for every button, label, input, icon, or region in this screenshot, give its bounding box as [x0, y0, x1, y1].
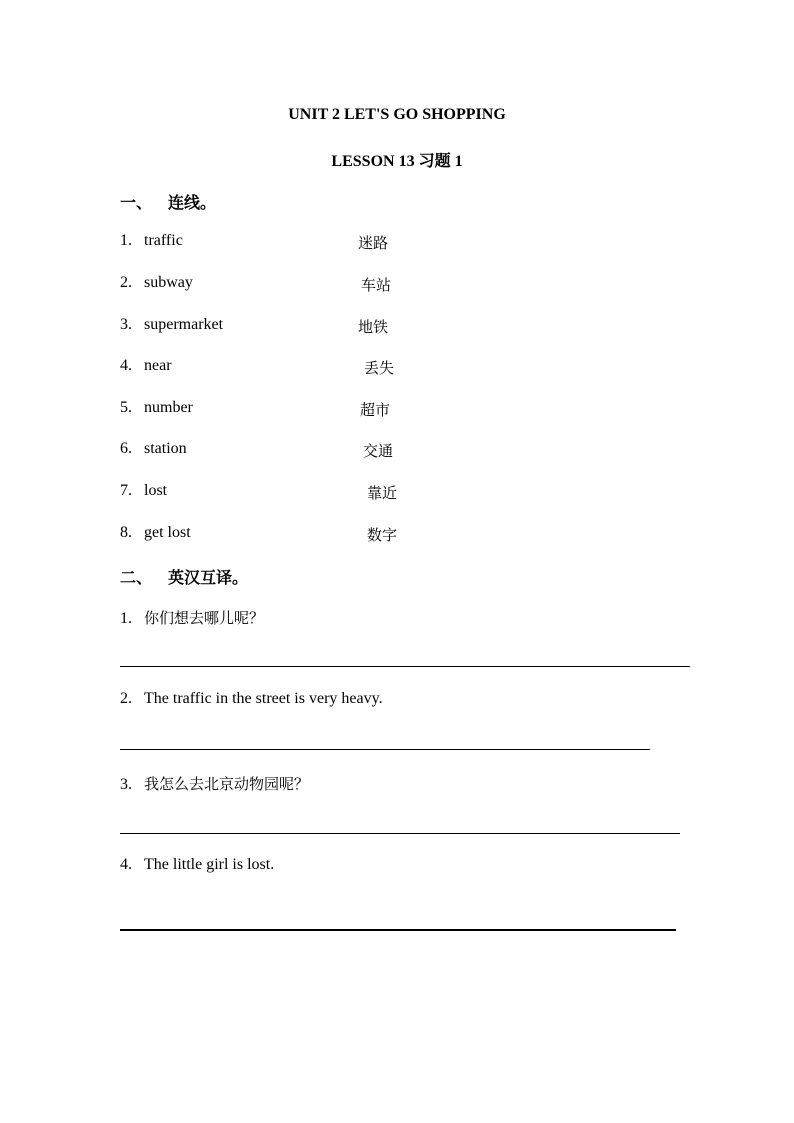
item-number: 8.: [120, 524, 132, 541]
english-word: subway: [144, 274, 193, 291]
translation-question: [120, 690, 383, 708]
answer-line[interactable]: [120, 833, 680, 834]
question-number: 1.: [120, 610, 132, 627]
section-translation-heading: [120, 565, 248, 588]
chinese-word: 靠近: [367, 484, 398, 502]
translation-question: [120, 773, 309, 794]
question-text: 我怎么去北京动物园呢？: [144, 775, 310, 793]
translation-question: [120, 856, 274, 874]
translation-question: [120, 607, 264, 628]
match-item: [120, 274, 520, 296]
match-item: [120, 316, 520, 338]
section-title: 英汉互译。: [168, 570, 249, 587]
section-matching-heading: [120, 190, 216, 213]
item-number: 6.: [120, 440, 132, 457]
item-number: 5.: [120, 399, 132, 416]
item-number: 2.: [120, 274, 132, 291]
match-item: [120, 524, 520, 546]
item-number: 7.: [120, 482, 132, 499]
english-word: traffic: [144, 232, 183, 249]
answer-line[interactable]: [120, 749, 650, 750]
item-number: 4.: [120, 357, 132, 374]
english-word: station: [144, 440, 187, 457]
question-number: 2.: [120, 690, 132, 707]
english-word: get lost: [144, 524, 191, 541]
chinese-word: 交通: [363, 442, 394, 460]
question-text: 你们想去哪儿呢？: [144, 609, 265, 627]
item-number: 1.: [120, 232, 132, 249]
question-number: 4.: [120, 856, 132, 873]
question-text: The traffic in the street is very heavy.: [144, 690, 383, 707]
match-item: [120, 357, 520, 379]
unit-title: UNIT 2 LET'S GO SHOPPING: [288, 106, 506, 123]
english-word: lost: [144, 482, 168, 499]
match-item: [120, 232, 520, 254]
english-word: near: [144, 357, 172, 374]
question-number: 3.: [120, 776, 132, 793]
match-item: [120, 440, 520, 462]
english-word: number: [144, 399, 193, 416]
chinese-word: 车站: [361, 276, 392, 294]
section-number: 二、: [120, 570, 153, 587]
match-item: [120, 482, 520, 504]
chinese-word: 迷路: [358, 234, 389, 252]
section-number: 一、: [120, 195, 153, 212]
item-number: 3.: [120, 316, 132, 333]
question-text: The little girl is lost.: [144, 856, 275, 873]
answer-line[interactable]: [120, 666, 690, 667]
chinese-word: 地铁: [358, 318, 389, 336]
answer-line[interactable]: [120, 929, 676, 931]
section-title: 连线。: [168, 195, 217, 212]
chinese-word: 数字: [367, 526, 398, 544]
chinese-word: 超市: [360, 401, 391, 419]
lesson-title: LESSON 13 习题 1: [331, 153, 463, 170]
match-item: [120, 399, 520, 421]
chinese-word: 丢失: [364, 359, 395, 377]
english-word: supermarket: [144, 316, 224, 333]
